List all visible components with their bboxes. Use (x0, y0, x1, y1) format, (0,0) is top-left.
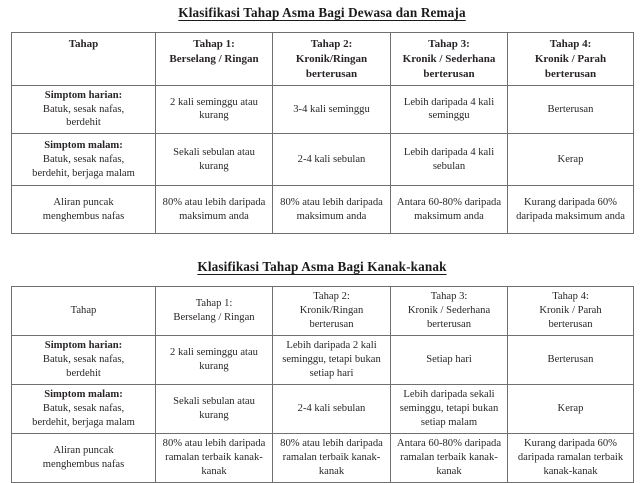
table-header-row (12, 33, 634, 86)
header-line-1: Tahap (70, 305, 97, 317)
row-label-line-2: menghembus nafas (42, 210, 125, 222)
header-line-2: Berselang / Ringan (169, 52, 259, 65)
row-label-daily-symptoms (12, 336, 156, 385)
header-line-2: Kronik / Sederhana (407, 305, 491, 317)
header-line-3: berterusan (309, 319, 354, 331)
header-line-2: Kronik / Sederhana (402, 52, 496, 65)
header-line-1: Tahap 1: (195, 298, 233, 310)
row-label-line-1: Aliran puncak (53, 445, 114, 457)
spacer-after-title-2 (0, 275, 644, 286)
cell-stage-4: Kurang daripada 60% daripada maksimum anda (508, 186, 634, 234)
cell-stage-4: Berterusan (508, 85, 634, 134)
header-line-2: Kronik / Parah (539, 305, 602, 317)
asthma-classification-table-adults (11, 32, 634, 234)
cell-stage-1: Sekali sebulan atau kurang (156, 134, 273, 186)
table-row (12, 336, 634, 385)
cell-stage-4: Kerap (508, 385, 634, 434)
header-line-3: berterusan (548, 319, 593, 331)
table-1-title-wrap (0, 0, 644, 21)
row-label-line-2: berdehit (66, 368, 101, 380)
table-header-row (12, 287, 634, 336)
row-label-line-2: berdehit, berjaga malam (32, 167, 135, 179)
header-line-1: Tahap 3: (430, 291, 468, 303)
table-row (12, 134, 634, 186)
cell-stage-1: 2 kali seminggu atau kurang (156, 336, 273, 385)
header-line-1: Tahap 3: (428, 38, 470, 50)
row-label-line-1: Batuk, sesak nafas, (42, 153, 125, 165)
header-line-1: Tahap (68, 38, 99, 50)
row-label-line-1: Batuk, sesak nafas, (42, 103, 125, 115)
cell-stage-1: 80% atau lebih daripada ramalan terbaik kanak-kanak (156, 434, 273, 483)
asthma-classification-table-children (11, 286, 634, 483)
table-2-title-wrap (0, 259, 644, 275)
column-header-stage (12, 287, 156, 336)
header-line-2: Kronik/Ringan (299, 305, 364, 317)
row-label-peak-flow (12, 186, 156, 234)
header-line-1: Tahap 4: (549, 38, 592, 50)
table-row (12, 385, 634, 434)
row-label-line-2: menghembus nafas (42, 459, 125, 471)
table-1-block (11, 32, 633, 234)
row-label-line-1: Aliran puncak (53, 196, 114, 208)
table-2-block (11, 286, 633, 483)
cell-stage-3: Antara 60-80% daripada ramalan terbaik kanak-kanak (391, 434, 508, 483)
table-row (12, 186, 634, 234)
row-label-strong: Simptom harian: (44, 340, 123, 352)
header-line-1: Tahap 2: (310, 38, 353, 50)
cell-stage-2: 3-4 kali seminggu (273, 85, 391, 134)
cell-stage-1: Sekali sebulan atau kurang (156, 385, 273, 434)
column-header-stage-4 (508, 33, 634, 86)
column-header-stage-3 (391, 287, 508, 336)
cell-stage-4: Kurang daripada 60% daripada ramalan terbaik kanak-kanak (508, 434, 634, 483)
cell-stage-3: Setiap hari (391, 336, 508, 385)
column-header-stage (12, 33, 156, 86)
row-label-strong: Simptom malam: (44, 389, 123, 401)
column-header-stage-1 (156, 287, 273, 336)
cell-stage-2: 80% atau lebih daripada maksimum anda (273, 186, 391, 234)
cell-stage-4: Berterusan (508, 336, 634, 385)
cell-stage-2: 2-4 kali sebulan (273, 134, 391, 186)
row-label-night-symptoms (12, 134, 156, 186)
row-label-line-2: berdehit (66, 117, 101, 129)
cell-stage-3: Lebih daripada 4 kali seminggu (391, 85, 508, 134)
table-2-title: Klasifikasi Tahap Asma Bagi Kanak-kanak (197, 259, 447, 275)
cell-stage-4: Kerap (508, 134, 634, 186)
header-line-3: berterusan (305, 67, 358, 80)
column-header-stage-2 (273, 287, 391, 336)
cell-stage-3: Antara 60-80% daripada maksimum anda (391, 186, 508, 234)
column-header-stage-4 (508, 287, 634, 336)
header-line-3: berterusan (426, 319, 472, 331)
cell-stage-3: Lebih daripada sekali seminggu, tetapi bukan setiap malam (391, 385, 508, 434)
row-label-daily-symptoms (12, 85, 156, 134)
table-1-title: Klasifikasi Tahap Asma Bagi Dewasa dan Remaja (178, 5, 466, 20)
header-line-2: Berselang / Ringan (173, 312, 255, 324)
header-line-2: Kronik / Parah (534, 52, 607, 65)
column-header-stage-2 (273, 33, 391, 86)
row-label-night-symptoms (12, 385, 156, 434)
cell-stage-2: Lebih daripada 2 kali seminggu, tetapi bukan setiap hari (273, 336, 391, 385)
header-line-2: Kronik/Ringan (295, 52, 368, 65)
column-header-stage-1 (156, 33, 273, 86)
cell-stage-1: 2 kali seminggu atau kurang (156, 85, 273, 134)
table-row (12, 434, 634, 483)
header-line-3: berterusan (423, 67, 475, 80)
spacer-after-title-1 (0, 21, 644, 32)
column-header-stage-3 (391, 33, 508, 86)
header-line-3: berterusan (544, 67, 597, 80)
cell-stage-3: Lebih daripada 4 kali sebulan (391, 134, 508, 186)
row-label-strong: Simptom malam: (44, 139, 123, 151)
row-label-line-2: berdehit, berjaga malam (32, 417, 135, 429)
row-label-line-1: Batuk, sesak nafas, (42, 403, 125, 415)
cell-stage-1: 80% atau lebih daripada maksimum anda (156, 186, 273, 234)
table-row (12, 85, 634, 134)
header-line-1: Tahap 1: (193, 38, 235, 50)
header-line-1: Tahap 4: (552, 291, 589, 303)
spacer-between-tables (0, 234, 644, 259)
cell-stage-2: 80% atau lebih daripada ramalan terbaik kanak-kanak (273, 434, 391, 483)
row-label-peak-flow (12, 434, 156, 483)
cell-stage-2: 2-4 kali sebulan (273, 385, 391, 434)
header-line-1: Tahap 2: (313, 291, 350, 303)
row-label-line-1: Batuk, sesak nafas, (42, 354, 125, 366)
row-label-strong: Simptom harian: (44, 89, 123, 101)
